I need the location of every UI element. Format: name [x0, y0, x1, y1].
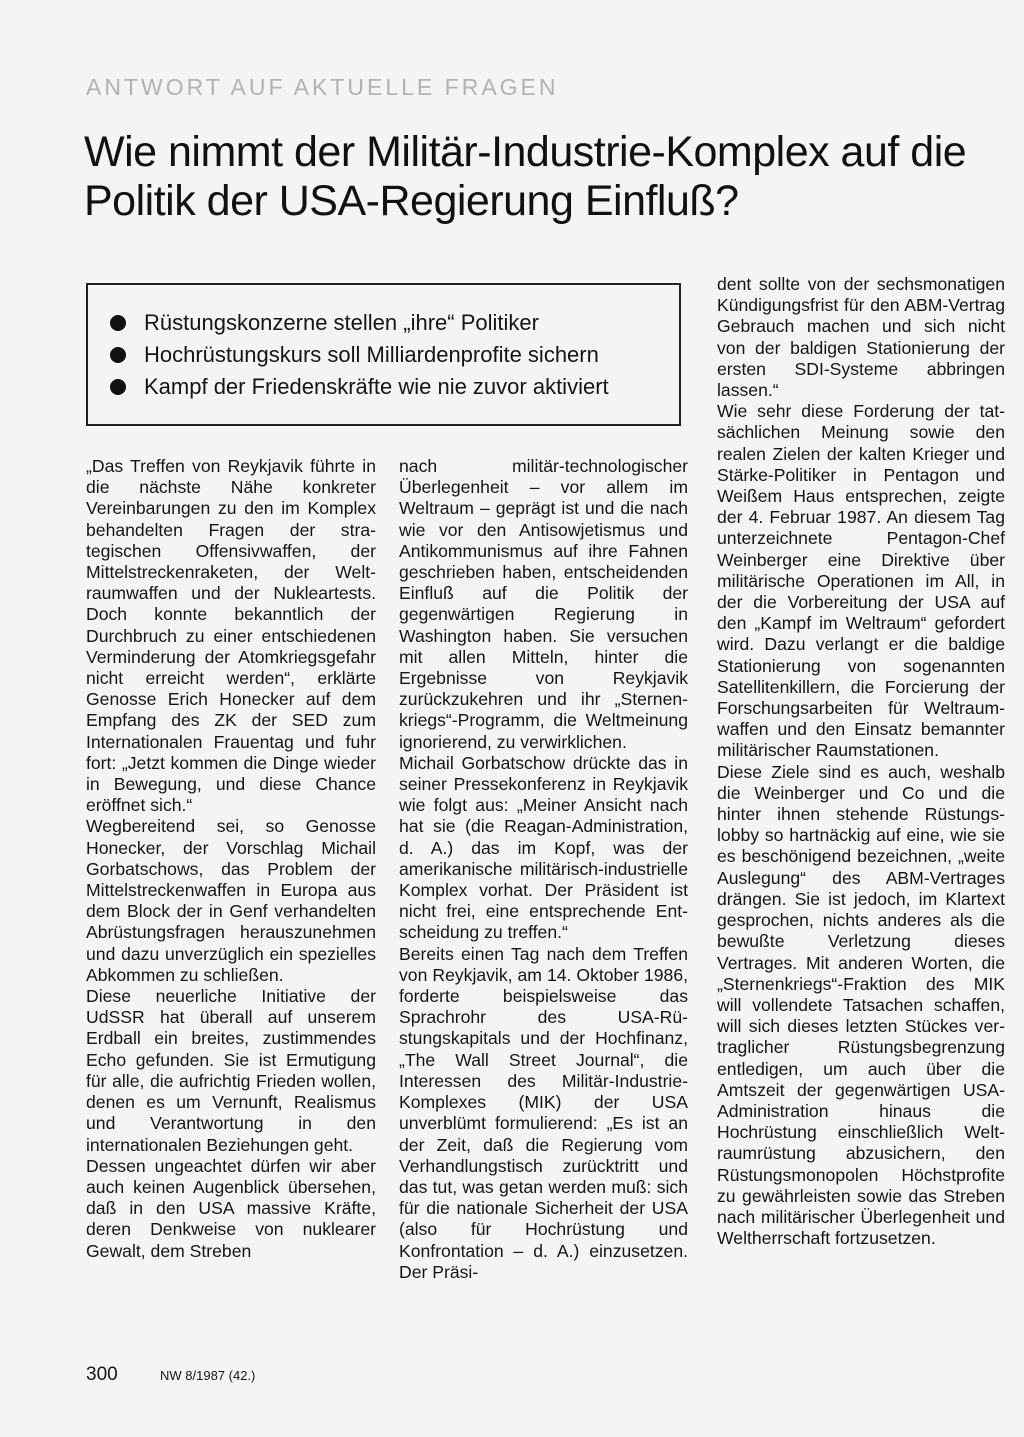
- paragraph: nach militär-technologischer Überlegenheit – vor allem im Weltraum – geprägt ist und die nach wie vor den Antisowjetismus und Antikommunismus auf ihre Fahnen geschrieben haben, entscheidenden Einfluß auf die Politik der gegenwärtigen Regierung in Washington haben. Sie versuchen mit allen Mitteln, hinter die Ergebnisse von Reykjavik zurückzukehren und ihr „Sternenkriegs“-Programm, die Weltmeinung ignorierend, zu verwirklichen.: [399, 456, 688, 752]
- summary-item-text: Rüstungskonzerne stellen „ihre“ Politiker: [144, 310, 539, 335]
- paragraph: „Das Treffen von Reykjavik führte in die nächste Nähe konkreter Vereinbarungen zu den im Komplex behandelten Fragen der strategischen Offensivwaffen, der Mittelstreckenraketen, der Weltraumwaffen und der Nukleartests. Doch konnte bekanntlich der Durchbruch zu einer entschiedenen Verminderung der Atomkriegsgefahr nicht erreicht werden“, erklärte Genosse Erich Honecker auf dem Empfang des ZK der SED zum Internationalen Frauentag und fuhr fort: „Jetzt kommen die Dinge wieder in Bewegung, und diese Chance eröffnet sich.“: [86, 456, 376, 816]
- page-number: 300: [86, 1364, 118, 1385]
- paragraph: Diese neuerliche Initiative der UdSSR hat überall auf unserem Erdball ein breites, zustimmendes Echo gefunden. Sie ist Ermutigung für alle, die aufrichtig Frieden wollen, denen es um Vernunft, Realismus und Verantwortung in den internationalen Beziehungen geht.: [86, 986, 376, 1155]
- summary-box: [86, 283, 681, 426]
- summary-item-text: Kampf der Friedenskräfte wie nie zuvor aktiviert: [144, 374, 609, 399]
- paragraph: dent sollte von der sechsmonatigen Kündigungsfrist für den ABM-Vertrag Gebrauch machen und sich nicht von der baldigen Stationierung der ersten SDI-Systeme abbringen lassen.“: [717, 274, 1005, 401]
- paragraph: Wie sehr diese Forderung der tatsächlichen Meinung sowie den realen Zielen der kalten Krieger und Stärke-Politiker in Pentagon und Weißem Haus entsprechen, zeigte der 4. Februar 1987. An diesem Tag unterzeichnete Pentagon-Chef Weinberger eine Direktive über militärische Operationen im All, in der die Vorbereitung der USA auf den „Kampf im Weltraum“ gefordert wird. Dazu verlangt er die baldige Stationierung von sogenannten Satellitenkillern, die Forcierung der Forschungsarbeiten für Weltraumwaffen und den Einsatz bemannter militärischer Raumstationen.: [717, 401, 1005, 761]
- paragraph: Bereits einen Tag nach dem Treffen von Reykjavik, am 14. Oktober 1986, forderte beispielsweise das Sprachrohr des USA-Rüstungskapitals und der Hochfinanz, „The Wall Street Journal“, die Interessen des Militär-Industrie-Komplexes (MIK) der USA unverblümt formulierend: „Es ist an der Zeit, daß die Regierung vom Verhandlungstisch zurücktritt und das tut, was getan werden muß: sich für die nationale Sicherheit der USA (also für Hochrüstung und Konfrontation – d. A.) einzusetzen. Der Präsi-: [399, 943, 688, 1282]
- bullet-icon: [110, 379, 126, 395]
- bullet-icon: [110, 347, 126, 363]
- article-headline: Wie nimmt der Militär-Industrie-Komplex auf die Politik der USA-Regierung Einfluß?: [84, 128, 967, 225]
- text-column-2: [399, 456, 688, 1283]
- paragraph: Diese Ziele sind es auch, weshalb die Weinberger und Co und die hinter ihnen stehende Rüstungslobby so hartnäckig auf eine, wie sie es beschönigend bezeichnen, „weite Auslegung“ des ABM-Vertrages drängen. Sie ist jedoch, im Klartext gesprochen, nichts anderes als die bewußte Verletzung dieses Vertrages. Mit anderen Worten, die „Sternenkriegs“-Fraktion des MIK will vollendete Tatsachen schaffen, will sich dieses letzten Stückes vertraglicher Rüstungsbegrenzung entledigen, um auch über die Amtszeit der gegenwärtigen USA-Administration hinaus die Hochrüstung einschließlich Weltraumrüstung abzusichern, den Rüstungsmonopolen Höchstprofite zu gewährleisten sowie das Streben nach militärischer Überlegenheit und Weltherrschaft fortzusetzen.: [717, 761, 1005, 1249]
- summary-item-text: Hochrüstungskurs soll Milliardenprofite sichern: [144, 342, 599, 367]
- summary-item: [110, 307, 609, 339]
- summary-item: [110, 371, 609, 403]
- text-column-1: [86, 456, 376, 1262]
- summary-item: [110, 339, 609, 371]
- paragraph: Michail Gorbatschow drückte das in seiner Pressekonferenz in Reykjavik wie folgt aus: „Meiner Ansicht nach hat sie (die Reagan-Administration, d. A.) das im Kopf, was der amerikanische militärisch-industrielle Komplex vorhat. Der Präsident ist nicht frei, eine entsprechende Entscheidung zu treffen.“: [399, 752, 688, 943]
- paragraph: Dessen ungeachtet dürfen wir aber auch keinen Augenblick übersehen, daß in den USA massive Kräfte, deren Denkweise von nuklearer Gewalt, dem Streben: [86, 1155, 376, 1261]
- paragraph: Wegbereitend sei, so Genosse Honecker, der Vorschlag Michail Gorbatschows, das Problem der Mittelstreckenwaffen in Europa aus dem Block der in Genf verhandelten Abrüstungsfragen herauszunehmen und dazu unverzüglich ein spezielles Abkommen zu schließen.: [86, 816, 376, 985]
- issue-reference: NW 8/1987 (42.): [160, 1368, 256, 1383]
- text-column-3: [717, 274, 1005, 1249]
- bullet-icon: [110, 315, 126, 331]
- article-kicker: ANTWORT AUF AKTUELLE FRAGEN: [86, 74, 559, 100]
- summary-list: [110, 307, 609, 403]
